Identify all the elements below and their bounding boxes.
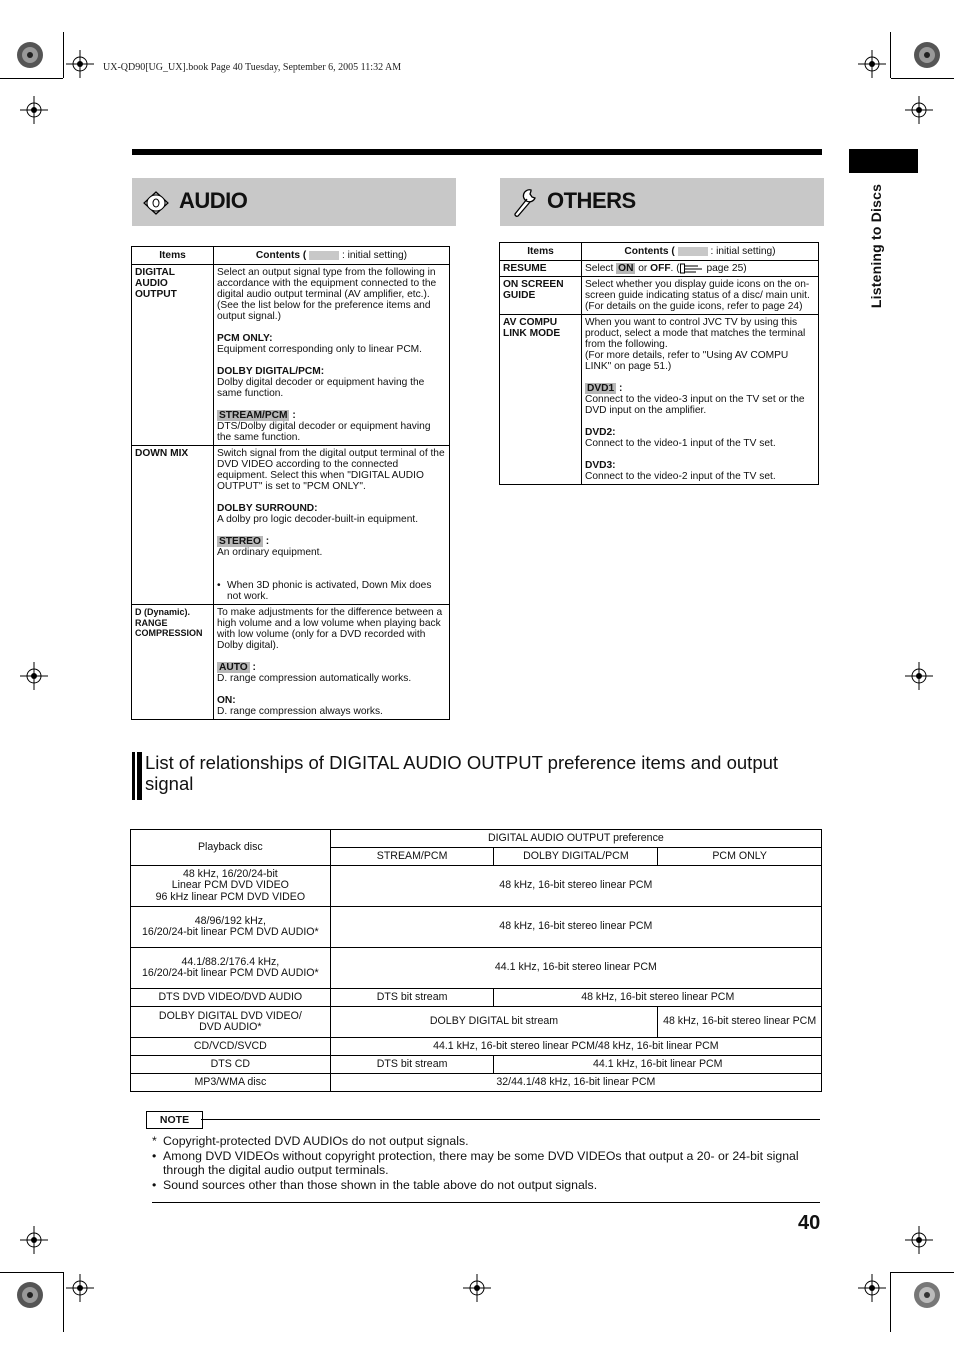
note-text: Among DVD VIDEOs without copyright protection, there may be some DVD VIDEOs that output a 20- or 24-bit signal through the digital audio output terminals. <box>163 1148 799 1177</box>
others-title: OTHERS <box>547 188 636 213</box>
item-resume: RESUME <box>500 261 582 277</box>
table-header-row <box>131 830 822 848</box>
contents-header-suffix: : initial setting) <box>707 246 776 257</box>
output-cell: 48 kHz, 16-bit stereo linear PCM <box>330 907 821 948</box>
playback-disc-header: Playback disc <box>131 830 331 866</box>
output-cell: DOLBY DIGITAL bit stream <box>330 1007 658 1038</box>
others-section-header <box>500 178 824 226</box>
note-item <box>152 1149 817 1178</box>
initial-setting-swatch <box>309 251 339 260</box>
relations-table <box>130 829 822 1092</box>
initial-option-label: ON <box>618 263 634 275</box>
wrench-icon <box>512 188 538 218</box>
output-cell: 44.1 kHz, 16-bit stereo linear PCM <box>330 948 821 989</box>
table-row <box>500 315 819 485</box>
description: To make adjustments for the difference between a high volume and a low volume when playing back with low volume (only for a DVD recorded with Dolby digital). <box>217 607 443 651</box>
audio-disc-icon <box>142 191 170 215</box>
disc-line: DOLBY DIGITAL DVD VIDEO/ <box>158 1009 302 1022</box>
item-on-screen-guide: ON SCREEN GUIDE <box>500 277 582 315</box>
item-d-range-compression <box>132 605 214 720</box>
contents-digital-audio-output: Select an output signal type from the following in accordance with the equipment connected to the digital audio output terminal (AV amplifier, etc.). (See the list below for the preference items and output signal.) PCM ONLY: Equipment corresponding only to linear PCM. DOLBY DIGITAL/PCM: Dolby digital decoder or equipment having the same function. STREAM/PCM : DTS/Dolby digital decoder or equipment having the same function. <box>214 265 450 446</box>
option-label: DVD3: <box>585 460 616 472</box>
table-row <box>131 1056 822 1074</box>
table-row <box>132 605 450 720</box>
option-label: DOLBY SURROUND: <box>217 503 318 514</box>
table-row <box>131 1038 822 1056</box>
note-list <box>152 1134 817 1192</box>
table-row <box>500 261 819 277</box>
disc-line: 16/20/24-bit linear PCM DVD AUDIO* <box>142 926 319 938</box>
crosshair-icon <box>858 50 886 78</box>
output-cell: 44.1 kHz, 16-bit stereo linear PCM/48 kHz, 16-bit linear PCM <box>330 1038 821 1056</box>
table-row <box>131 1007 822 1038</box>
option-text: D. range compression automatically works. <box>217 673 412 684</box>
contents-header-label: Contents ( <box>255 250 307 261</box>
table-row <box>132 446 450 605</box>
table-row <box>131 1074 822 1092</box>
disc-line: 16/20/24-bit linear PCM DVD AUDIO* <box>142 967 319 979</box>
disc-line: 44.1/88.2/176.4 kHz, <box>181 955 280 968</box>
contents-header <box>582 243 819 261</box>
item-digital-audio-output: DIGITAL AUDIO OUTPUT <box>132 265 214 446</box>
output-cell: 48 kHz, 16-bit stereo linear PCM <box>658 1007 822 1038</box>
side-label-text: Listening to Discs <box>868 183 884 309</box>
table-row <box>131 989 822 1007</box>
table-row <box>500 277 819 315</box>
note-mark: • <box>152 1148 157 1163</box>
description: Select an output signal type from the following in accordance with the equipment connected to the digital audio output terminal (AV amplifier, etc.). (See the list below for the preference items and output signal.) <box>217 267 437 322</box>
option-text: Connect to the video-3 input on the TV set or the DVD input on the amplifier. <box>585 394 805 417</box>
table-row <box>132 265 450 446</box>
print-header: UX-QD90[UG_UX].book Page 40 Tuesday, September 6, 2005 11:32 AM <box>103 62 402 73</box>
disc-cell <box>131 1007 331 1038</box>
audio-title: AUDIO <box>179 188 248 213</box>
audio-section-header <box>132 178 456 226</box>
output-cell: DTS bit stream <box>330 989 494 1007</box>
option-label: ON: <box>217 695 236 706</box>
item-name-line: RANGE <box>135 617 168 628</box>
disc-cell: MP3/WMA disc <box>131 1074 331 1092</box>
note-text: Copyright-protected DVD AUDIOs do not output signals. <box>163 1134 469 1148</box>
crop-mark <box>63 1272 64 1332</box>
contents-av-compu: When you want to control JVC TV by using this product, select a mode that matches the terminal from the following. (For more details, refer to "Using AV COMPU LINK" on page 51.) DVD1 : Connect to the video-3 input on the TV set or the DVD input on the amplifier. DVD2: Connect to the video-1 input of the TV set. DVD3: Connect to the video-2 input of the TV set. <box>582 315 819 485</box>
output-cell: DTS bit stream <box>330 1056 494 1074</box>
text: Select <box>585 263 617 275</box>
option-label: OFF <box>650 263 671 275</box>
pointing-hand-icon <box>680 263 704 274</box>
disc-line: DVD AUDIO* <box>199 1021 262 1033</box>
note-mark: • <box>152 1177 157 1192</box>
page-reference: page 25) <box>703 263 747 275</box>
registration-rosette-icon <box>15 1280 45 1310</box>
note-item <box>152 1178 817 1193</box>
text: . ( <box>670 263 680 275</box>
note-label: NOTE <box>146 1111 203 1129</box>
disc-cell <box>131 866 331 907</box>
list-heading-text: List of relationships of DIGITAL AUDIO OUTPUT preference items and output signal <box>145 752 779 794</box>
note-text: Sound sources other than those shown in the table above do not output signals. <box>163 1177 598 1192</box>
crosshair-icon <box>20 1226 48 1254</box>
option-text: DTS/Dolby digital decoder or equipment having the same function. <box>217 421 431 443</box>
table-row <box>131 866 822 907</box>
crop-mark <box>891 78 954 79</box>
crosshair-icon <box>905 662 933 690</box>
item-name-line: D (Dynamic). <box>135 607 191 617</box>
text: or <box>635 263 651 275</box>
preference-header: DIGITAL AUDIO OUTPUT preference <box>330 830 821 848</box>
note-rule <box>201 1119 820 1120</box>
disc-cell: CD/VCD/SVCD <box>131 1038 331 1056</box>
crosshair-icon <box>463 1274 491 1302</box>
option-text: D. range compression always works. <box>217 706 383 717</box>
note-item <box>152 1134 817 1149</box>
contents-on-screen-guide <box>582 277 819 315</box>
description-reference: (For more details, refer to "Using AV COMPU LINK" on page 51.) <box>585 350 789 373</box>
output-cell: 48 kHz, 16-bit stereo linear PCM <box>494 989 822 1007</box>
initial-option-label: DVD1 <box>587 383 615 395</box>
disc-line: 48 kHz, 16/20/24-bit <box>182 867 278 880</box>
crosshair-icon <box>20 96 48 124</box>
option-text: An ordinary equipment. <box>217 547 323 558</box>
items-header: Items <box>132 247 214 265</box>
header-rule <box>132 149 822 155</box>
contents-down-mix: Switch signal from the digital output terminal of the DVD VIDEO according to the connected equipment. Select this when "DIGITAL AUDIO OUTPUT" is set to "PCM ONLY". DOLBY SURROUND: A dolby pro logic decoder-built-in equipment. STEREO : An ordinary equipment. • When 3D phonic is activated, Down Mix does not work. <box>214 446 450 605</box>
disc-line: 96 kHz linear PCM DVD VIDEO <box>155 890 306 903</box>
option-label: PCM ONLY: <box>217 333 273 344</box>
page-number: 40 <box>798 1212 821 1234</box>
crop-mark <box>0 1272 63 1273</box>
option-text: A dolby pro logic decoder-built-in equipment. <box>217 514 419 525</box>
option-text: Connect to the video-1 input of the TV set. <box>585 438 776 450</box>
crop-mark <box>63 32 64 78</box>
item-name-line: COMPRESSION <box>135 628 203 638</box>
note-mark: * <box>152 1134 157 1148</box>
item-av-compu-link-mode: AV COMPU LINK MODE <box>500 315 582 485</box>
disc-cell <box>131 948 331 989</box>
output-cell: 44.1 kHz, 16-bit linear PCM <box>494 1056 822 1074</box>
crosshair-icon <box>66 50 94 78</box>
disc-line: Linear PCM DVD VIDEO <box>171 879 289 892</box>
output-cell: 32/44.1/48 kHz, 16-bit linear PCM <box>330 1074 821 1092</box>
crosshair-icon <box>858 1274 886 1302</box>
crop-mark <box>0 78 63 79</box>
disc-cell: DTS DVD VIDEO/DVD AUDIO <box>131 989 331 1007</box>
crop-mark <box>890 32 891 78</box>
col-stream-pcm: STREAM/PCM <box>330 848 494 866</box>
initial-option-label: STEREO <box>219 536 261 547</box>
side-label <box>848 178 898 318</box>
option-text: Equipment corresponding only to linear PCM. <box>217 344 422 355</box>
option-text: Dolby digital decoder or equipment having the same function. <box>217 377 425 399</box>
output-cell: 48 kHz, 16-bit stereo linear PCM <box>330 866 821 907</box>
contents-d-range: To make adjustments for the difference between a high volume and a low volume when playing back with low volume (only for a DVD recorded with Dolby digital). AUTO : D. range compression automatically works. ON: D. range compression always works. <box>214 605 450 720</box>
initial-option-label: AUTO <box>219 662 248 673</box>
disc-cell <box>131 907 331 948</box>
footer-rule <box>152 1202 820 1203</box>
table-header-row <box>132 247 450 265</box>
crosshair-icon <box>20 662 48 690</box>
contents-header <box>214 247 450 265</box>
contents-resume <box>582 261 819 277</box>
description: When you want to control JVC TV by using this product, select a mode that matches the terminal from the following. <box>585 317 806 351</box>
option-label: DOLBY DIGITAL/PCM: <box>217 366 325 377</box>
table-row <box>131 948 822 989</box>
contents-header-suffix: : initial setting) <box>339 250 408 261</box>
heading-bar-stripe <box>135 752 137 800</box>
option-label: DVD2: <box>585 427 616 439</box>
registration-rosette-icon <box>912 1280 942 1310</box>
description: Switch signal from the digital output terminal of the DVD VIDEO according to the connected equipment. Select this when "DIGITAL AUDIO OUTPUT" is set to "PCM ONLY". <box>217 448 445 492</box>
contents-header-label: Contents ( <box>624 246 675 257</box>
option-text: Connect to the video-2 input of the TV set. <box>585 471 776 483</box>
crop-mark <box>891 1272 954 1273</box>
item-down-mix: DOWN MIX <box>132 446 214 605</box>
registration-rosette-icon <box>912 40 942 70</box>
audio-table <box>131 246 450 720</box>
initial-option-label: STREAM/PCM <box>219 410 288 421</box>
items-header: Items <box>500 243 582 261</box>
col-dolby-digital-pcm: DOLBY DIGITAL/PCM <box>494 848 658 866</box>
disc-line: 48/96/192 kHz, <box>194 914 266 927</box>
description: Select whether you display guide icons on the on-screen guide indicating status of a disc/ main unit. (For details on the guide icons, refer to page 24) <box>585 279 810 313</box>
table-header-row <box>500 243 819 261</box>
disc-cell: DTS CD <box>131 1056 331 1074</box>
crosshair-icon <box>66 1274 94 1302</box>
others-table <box>499 242 819 485</box>
crosshair-icon <box>905 1226 933 1254</box>
col-pcm-only: PCM ONLY <box>658 848 822 866</box>
bullet-note: When 3D phonic is activated, Down Mix does not work. <box>227 580 432 602</box>
crosshair-icon <box>905 96 933 124</box>
heading-bar <box>132 752 142 800</box>
crop-mark <box>890 1272 891 1332</box>
registration-rosette-icon <box>15 40 45 70</box>
table-row <box>131 907 822 948</box>
initial-setting-swatch <box>678 247 708 256</box>
